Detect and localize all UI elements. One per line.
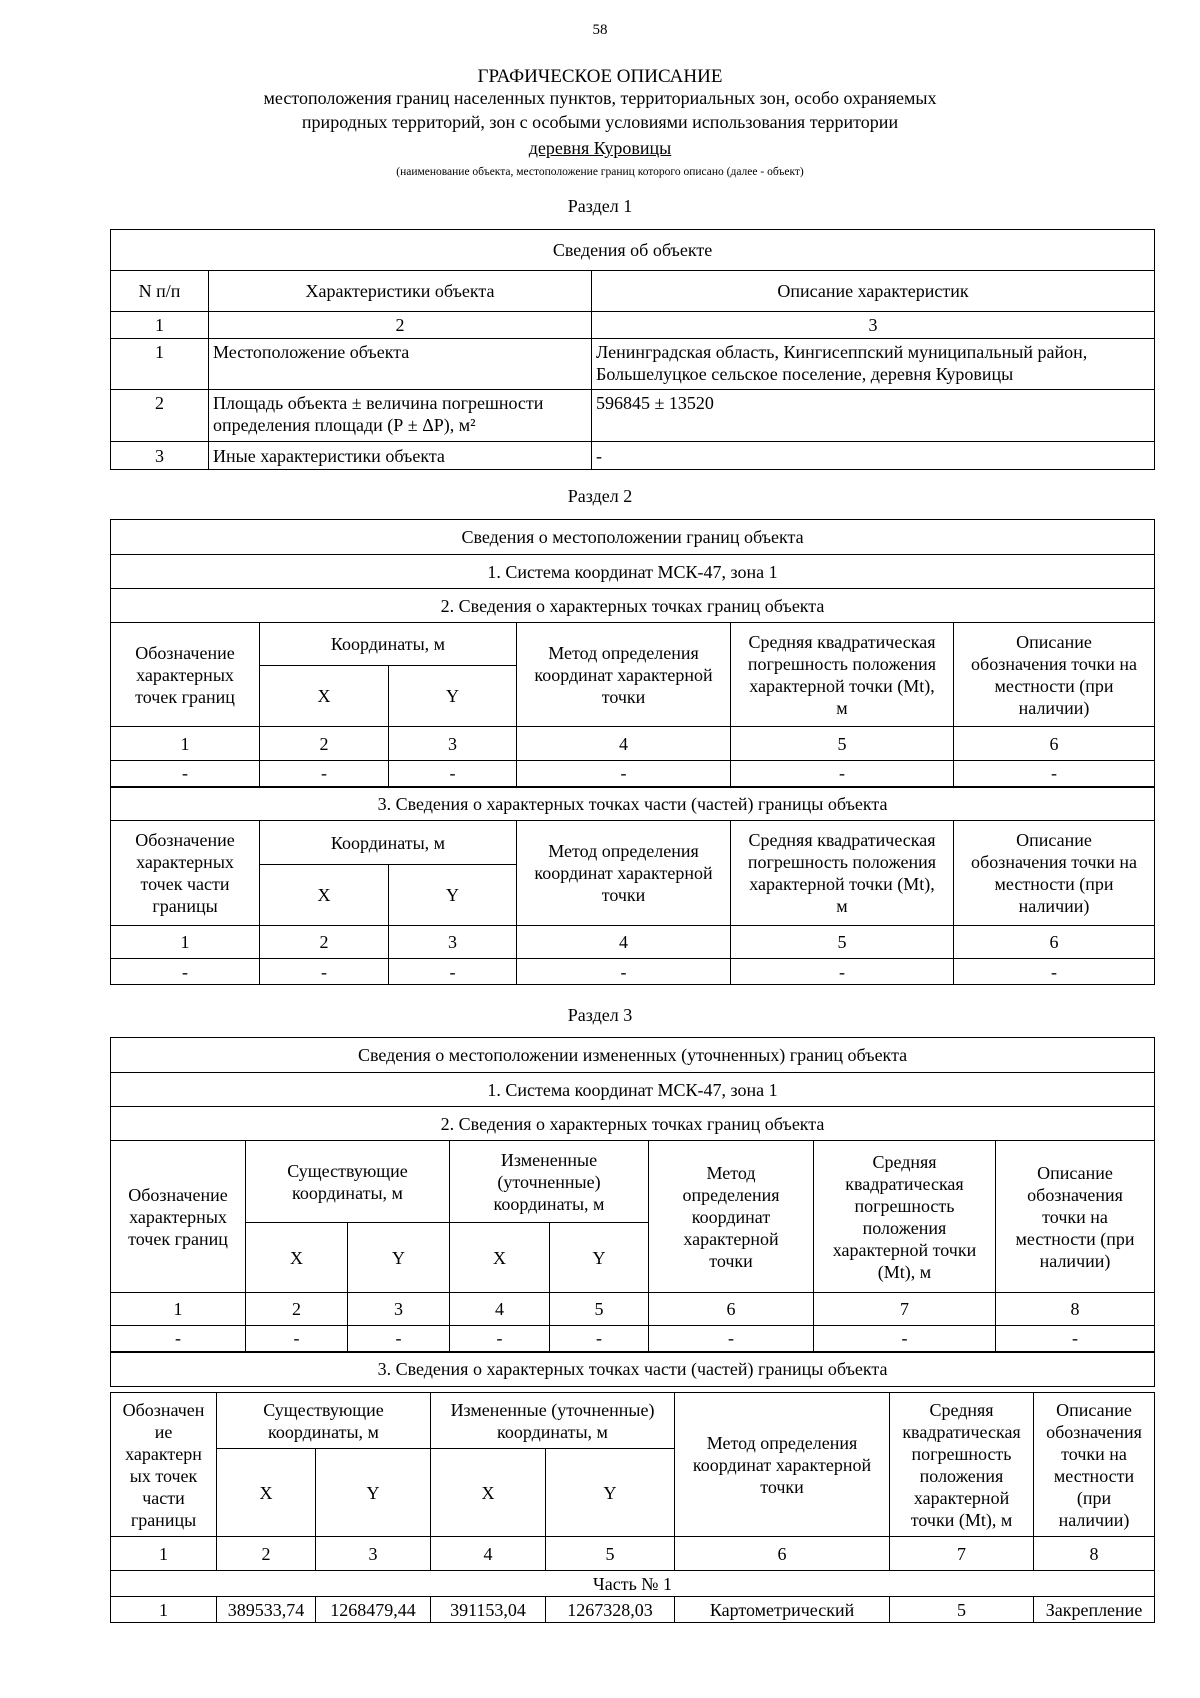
table-cell: -: [731, 959, 954, 985]
part-label: Часть № 1: [111, 1571, 1155, 1597]
table-cell: -: [111, 1326, 246, 1352]
changed-y: 1267328,03: [546, 1597, 675, 1623]
header-point-description: Описание обозначения точки на местности (при наличии): [996, 1141, 1155, 1293]
characteristic-name: Местоположение объекта: [209, 339, 592, 390]
table-cell: -: [260, 761, 389, 787]
col-number: 2: [209, 312, 592, 339]
header-point-description: Описание обозначения точки на местности (при наличии): [1034, 1393, 1155, 1537]
table-row: [111, 339, 1155, 390]
table-cell: -: [450, 1326, 550, 1352]
characteristic-description: Ленинградская область, Кингисеппский муниципальный район, Большелуцкое сельское поселение, деревня Куровицы: [592, 339, 1155, 390]
header-part-point-designation: Обозначен ие характерн ых точек части границы: [111, 1393, 217, 1537]
col-number: 3: [389, 727, 517, 761]
section1-table-title: Сведения об объекте: [111, 230, 1155, 271]
table-cell: -: [517, 761, 731, 787]
col-number: 6: [675, 1537, 890, 1571]
document-subtitle-line2: природных территорий, зон с особыми условиями использования территории: [301, 112, 899, 132]
header-point-description: Описание обозначения точки на местности (при наличии): [954, 821, 1155, 926]
header-error: Средняя квадратическая погрешность положения характерной точки (Mt), м: [814, 1141, 996, 1293]
header-existing-coordinates: Существующие координаты, м: [246, 1141, 450, 1223]
col-number: 8: [1034, 1537, 1155, 1571]
table-row: [111, 442, 1155, 470]
header-existing-coordinates: Существующие координаты, м: [217, 1393, 431, 1449]
col-number: 4: [450, 1293, 550, 1326]
col-number: 3: [592, 312, 1155, 339]
characteristic-name: Иные характеристики объекта: [209, 442, 592, 470]
col-number: 4: [431, 1537, 546, 1571]
header-point-designation: Обозначение характерных точек границ: [111, 1141, 246, 1293]
header-error: Средняя квадратическая погрешность положения характерной точки (Mt), м: [890, 1393, 1034, 1537]
header-x: X: [431, 1449, 546, 1537]
section1-table: [110, 229, 1155, 470]
existing-x: 389533,74: [217, 1597, 316, 1623]
col-number: 7: [814, 1293, 996, 1326]
col-number: 5: [731, 926, 954, 959]
header-error: Средняя квадратическая погрешность положения характерной точки (Mt), м: [731, 623, 954, 727]
col-number: 5: [731, 727, 954, 761]
header-coordinates: Координаты, м: [260, 821, 517, 865]
coordinate-system: 1. Система координат МСК-47, зона 1: [111, 555, 1155, 589]
table-cell: -: [996, 1326, 1155, 1352]
header-x: X: [217, 1449, 316, 1537]
header-changed-coordinates: Измененные (уточненные) координаты, м: [431, 1393, 675, 1449]
col-number: 1: [111, 1537, 217, 1571]
col-number: 6: [954, 926, 1155, 959]
section3-table-title: Сведения о местоположении измененных (уточненных) границ объекта: [111, 1038, 1155, 1073]
col-number: 4: [517, 727, 731, 761]
points-title: 2. Сведения о характерных точках границ объекта: [111, 589, 1155, 623]
document-subtitle-line1: местоположения границ населенных пунктов, территориальных зон, особо охраняемых: [263, 88, 937, 108]
header-x: X: [450, 1223, 550, 1293]
object-name-note: (наименование объекта, местоположение границ которого описано (далее - объект): [396, 166, 804, 178]
header-x: X: [260, 865, 389, 926]
col-number: 7: [890, 1537, 1034, 1571]
characteristic-description: -: [592, 442, 1155, 470]
table-cell: -: [246, 1326, 348, 1352]
table-cell: -: [111, 959, 260, 985]
header-method: Метод определения координат характерной точки: [675, 1393, 890, 1537]
header-error: Средняя квадратическая погрешность положения характерной точки (Mt), м: [731, 821, 954, 926]
table-cell: -: [348, 1326, 450, 1352]
description-value: Закрепление: [1034, 1597, 1155, 1623]
header-y: Y: [389, 865, 517, 926]
header-y: Y: [546, 1449, 675, 1537]
row-number: 3: [111, 442, 209, 470]
header-method: Метод определения координат характерной точки: [517, 623, 731, 727]
table-row: [111, 959, 1155, 985]
section3-parts-table: [110, 1392, 1155, 1623]
parts-title: 3. Сведения о характерных точках части (частей) границы объекта: [111, 787, 1155, 821]
header-y: Y: [550, 1223, 649, 1293]
header-point-description: Описание обозначения точки на местности (при наличии): [954, 623, 1155, 727]
existing-y: 1268479,44: [316, 1597, 431, 1623]
col-number: 6: [649, 1293, 814, 1326]
table-cell: -: [111, 761, 260, 787]
col-number: 3: [348, 1293, 450, 1326]
col-number: 1: [111, 727, 260, 761]
page-number: 58: [592, 22, 608, 38]
section3-label: Раздел 3: [567, 1005, 633, 1025]
col-number: 8: [996, 1293, 1155, 1326]
header-point-designation: Обозначение характерных точек границ: [111, 623, 260, 727]
table-cell: -: [814, 1326, 996, 1352]
col-header-number: N п/п: [111, 271, 209, 312]
header-x: X: [246, 1223, 348, 1293]
coordinate-system: 1. Система координат МСК-47, зона 1: [111, 1073, 1155, 1107]
section2-label: Раздел 2: [567, 486, 633, 506]
col-number: 3: [316, 1537, 431, 1571]
header-method: Метод определения координат характерной точки: [517, 821, 731, 926]
col-number: 5: [550, 1293, 649, 1326]
header-x: X: [260, 666, 389, 727]
col-number: 1: [111, 312, 209, 339]
col-number: 3: [389, 926, 517, 959]
header-part-point-designation: Обозначение характерных точек части границы: [111, 821, 260, 926]
section3-points-table: [110, 1037, 1155, 1387]
parts-title: 3. Сведения о характерных точках части (частей) границы объекта: [111, 1352, 1155, 1387]
object-name: деревня Куровицы: [528, 138, 672, 158]
row-number: 1: [111, 339, 209, 390]
table-cell: -: [954, 761, 1155, 787]
col-header-characteristic: Характеристики объекта: [209, 271, 592, 312]
header-y: Y: [316, 1449, 431, 1537]
table-row: [111, 390, 1155, 442]
section1-label: Раздел 1: [567, 196, 633, 216]
col-header-description: Описание характеристик: [592, 271, 1155, 312]
table-cell: -: [550, 1326, 649, 1352]
table-cell: -: [260, 959, 389, 985]
document-title: ГРАФИЧЕСКОЕ ОПИСАНИЕ: [477, 66, 723, 87]
changed-x: 391153,04: [431, 1597, 546, 1623]
col-number: 1: [111, 1293, 246, 1326]
row-number: 2: [111, 390, 209, 442]
error-value: 5: [890, 1597, 1034, 1623]
table-row: [111, 1326, 1155, 1352]
point-number: 1: [111, 1597, 217, 1623]
col-number: 2: [260, 926, 389, 959]
header-coordinates: Координаты, м: [260, 623, 517, 666]
col-number: 1: [111, 926, 260, 959]
table-cell: -: [389, 761, 517, 787]
table-cell: -: [731, 761, 954, 787]
col-number: 2: [260, 727, 389, 761]
table-cell: -: [517, 959, 731, 985]
table-row: [111, 1597, 1155, 1623]
header-method: Метод определения координат характерной точки: [649, 1141, 814, 1293]
characteristic-name: Площадь объекта ± величина погрешности определения площади (Р ± ΔР), м²: [209, 390, 592, 442]
table-row: [111, 761, 1155, 787]
col-number: 4: [517, 926, 731, 959]
header-changed-coordinates: Измененные (уточненные) координаты, м: [450, 1141, 649, 1223]
col-number: 6: [954, 727, 1155, 761]
characteristic-description: 596845 ± 13520: [592, 390, 1155, 442]
col-number: 5: [546, 1537, 675, 1571]
section2-table: [110, 519, 1155, 985]
method-value: Картометрический: [675, 1597, 890, 1623]
section2-table-title: Сведения о местоположении границ объекта: [111, 520, 1155, 555]
table-cell: -: [649, 1326, 814, 1352]
table-cell: -: [389, 959, 517, 985]
points-title: 2. Сведения о характерных точках границ объекта: [111, 1107, 1155, 1141]
header-y: Y: [389, 666, 517, 727]
col-number: 2: [246, 1293, 348, 1326]
col-number: 2: [217, 1537, 316, 1571]
table-cell: -: [954, 959, 1155, 985]
header-y: Y: [348, 1223, 450, 1293]
